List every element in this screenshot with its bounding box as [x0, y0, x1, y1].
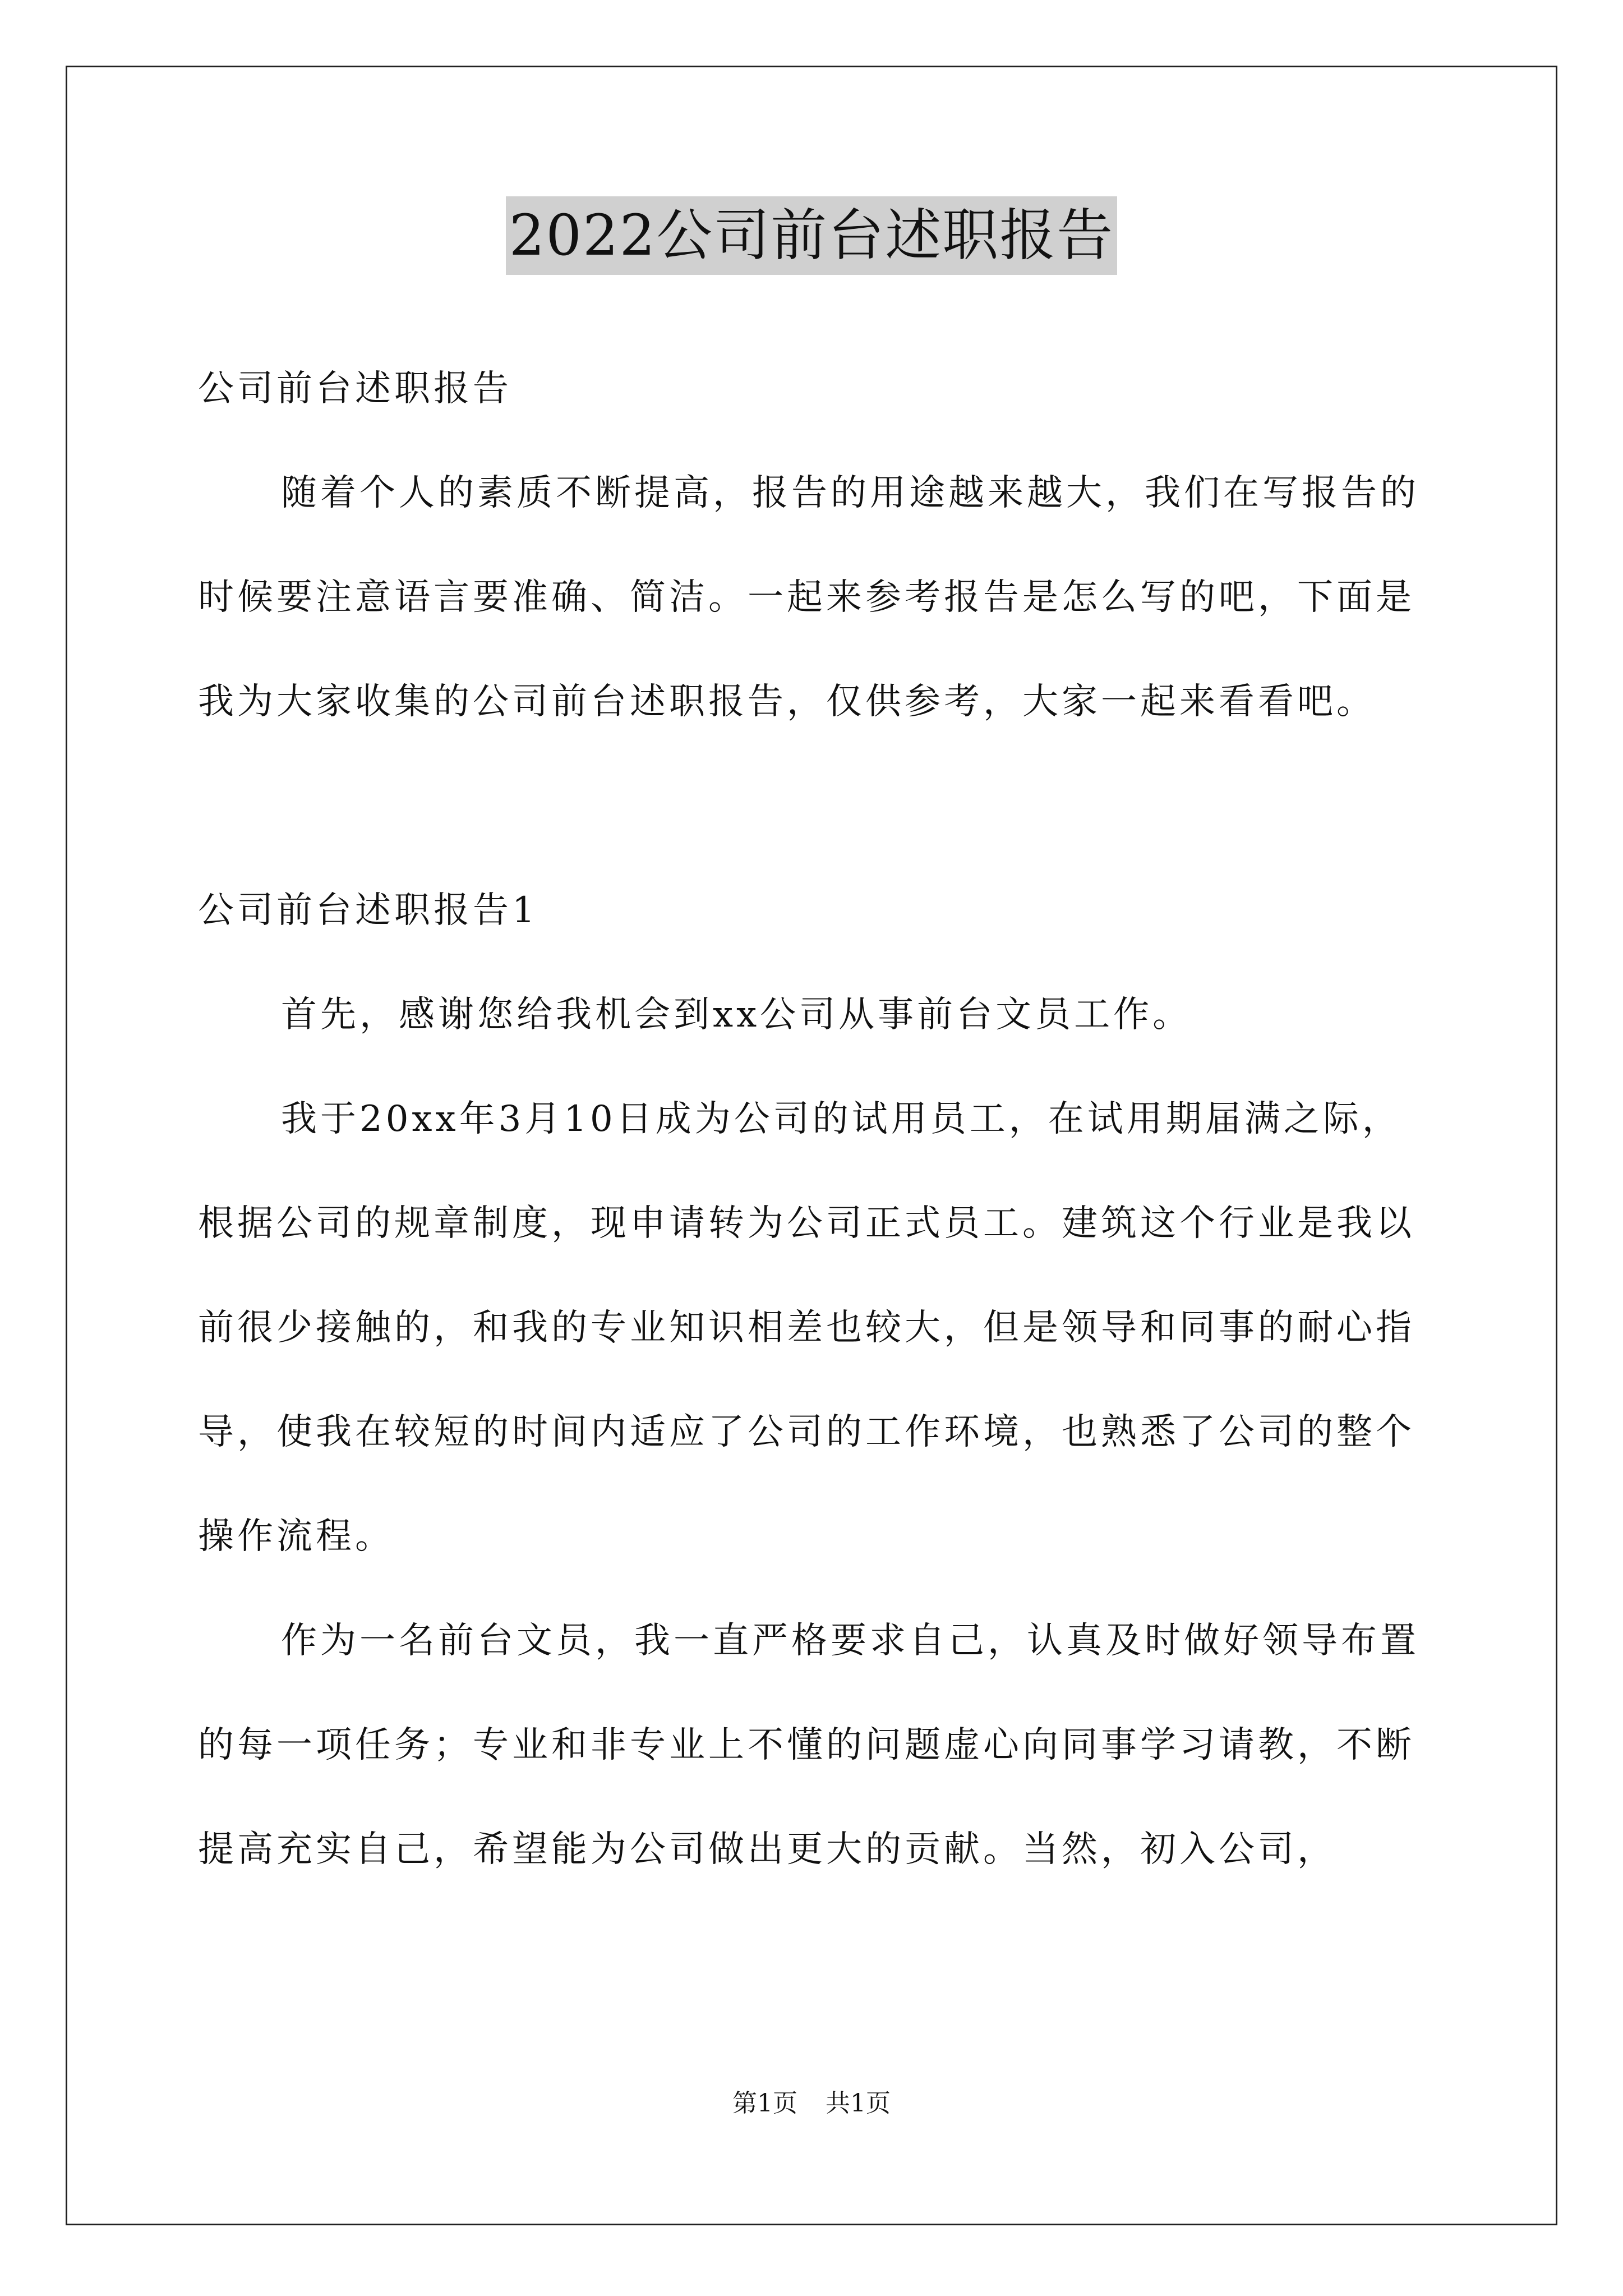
body-paragraph: 首先，感谢您给我机会到xx公司从事前台文员工作。 — [281, 994, 1192, 1036]
page-footer — [0, 2087, 1623, 2120]
intro-heading: 公司前台述职报告 — [198, 368, 512, 409]
page-number: 第1页 — [732, 2089, 797, 2118]
document-body — [198, 337, 1437, 1902]
document-title: 2022公司前台述职报告 — [506, 196, 1118, 275]
section-heading: 公司前台述职报告1 — [198, 890, 538, 931]
section-spacer — [198, 754, 1437, 858]
page-total: 共1页 — [826, 2089, 891, 2118]
title-container — [0, 196, 1623, 275]
intro-paragraph: 随着个人的素质不断提高，报告的用途越来越大，我们在写报告的时候要注意语言要准确、简洁。一起来参考报告是怎么写的吧，下面是我为大家收集的公司前台述职报告，仅供参考，大家一起来看看吧。 — [198, 472, 1419, 723]
body-paragraph: 我于20xx年3月10日成为公司的试用员工，在试用期届满之际，根据公司的规章制度，现申请转为公司正式员工。建筑这个行业是我以前很少接触的，和我的专业知识相差也较大，但是领导和同事的耐心指导，使我在较短的时间内适应了公司的工作环境，也熟悉了公司的整个操作流程。 — [198, 1098, 1415, 1557]
body-paragraph: 作为一名前台文员，我一直严格要求自己，认真及时做好领导布置的每一项任务；专业和非专业上不懂的问题虚心向同事学习请教，不断提高充实自己，希望能为公司做出更大的贡献。当然，初入公司， — [198, 1620, 1419, 1870]
